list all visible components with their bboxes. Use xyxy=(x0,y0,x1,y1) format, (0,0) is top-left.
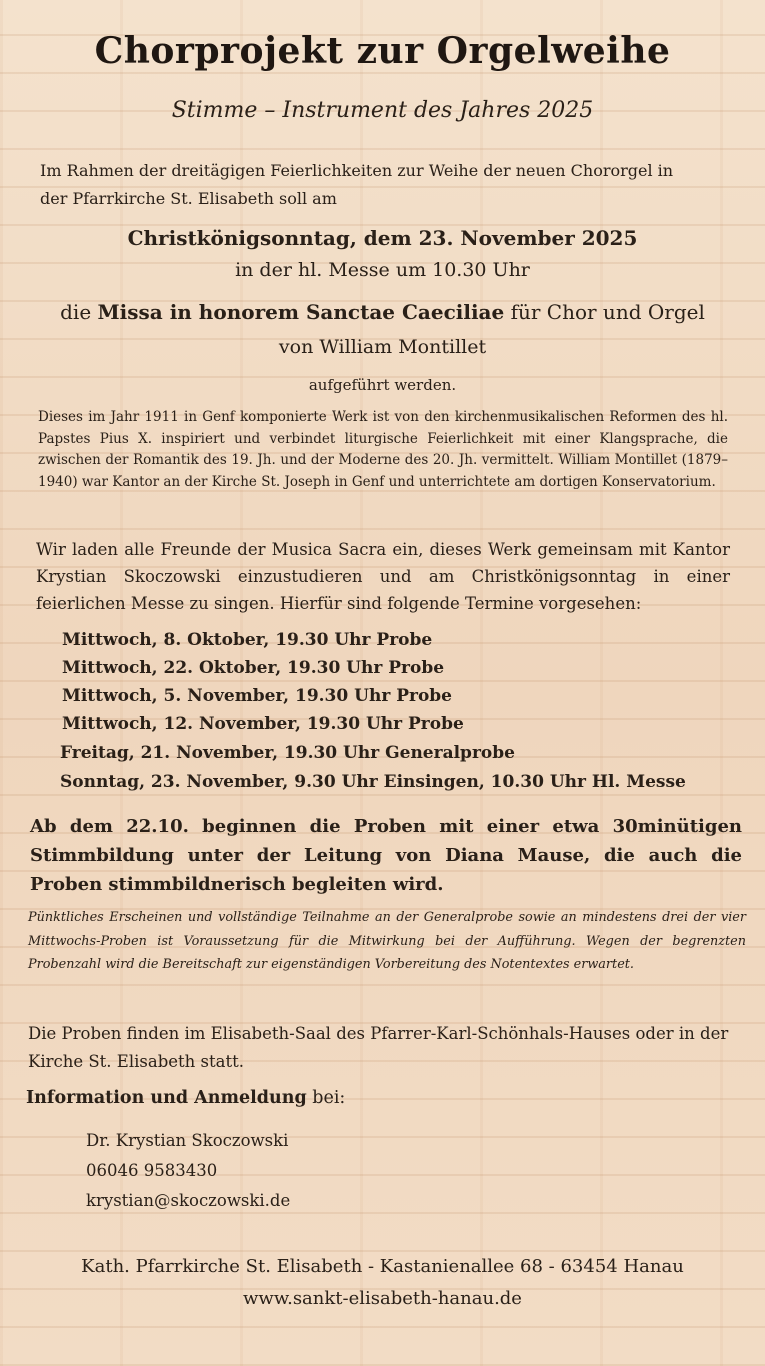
page-title: Chorprojekt zur Orgelweihe xyxy=(94,30,671,72)
footer-website: www.sankt-elisabeth-hanau.de xyxy=(243,1288,522,1309)
work-title: Missa in honorem Sanctae Caeciliae xyxy=(97,300,505,324)
voice-training-notice: Ab dem 22.10. beginnen die Proben mit einer etwa 30minütigen Stimmbildung unter der Leitung von Diana Mause, die auch die Proben stimmbildnerisch begleiten wird. xyxy=(30,816,742,895)
participation-requirements: Pünktliches Erscheinen und vollständige Teilnahme an der Generalprobe sowie an mindestens drei der vier Mittwochs-Proben ist Voraussetzung für die Mitwirkung bei der Aufführung. Wegen der begrenzten Probenzahl wird die Bereitschaft zur eigenständigen Vorbereitung des Notentextes erwartet. xyxy=(28,910,746,972)
work-description: Dieses im Jahr 1911 in Genf komponierte Werk ist von den kirchenmusikalischen Reformen des hl. Papstes Pius X. inspiriert und verbindet liturgische Feierlichkeit mit einer Klangsprache, die zwischen der Romantik des 19. Jh. und der Moderne des 20. Jh. vermittelt. William Montillet (1879–1940) war Kantor an der Kirche St. Joseph in Genf und unterrichtete am dortigen Konservatorium. xyxy=(38,409,728,490)
schedule-item-1: Mittwoch, 8. Oktober, 19.30 Uhr Probe xyxy=(62,630,433,650)
info-heading-bold: Information und Anmeldung xyxy=(26,1088,307,1108)
schedule-item-5: Freitag, 21. November, 19.30 Uhr Generalprobe xyxy=(60,743,515,763)
schedule-item-6: Sonntag, 23. November, 9.30 Uhr Einsingen, 10.30 Uhr Hl. Messe xyxy=(60,772,686,792)
subtitle: Stimme – Instrument des Jahres 2025 xyxy=(171,98,594,123)
rehearsal-location: Die Proben finden im Elisabeth-Saal des Pfarrer-Karl-Schönhals-Hauses oder in der Kirche St. Elisabeth statt. xyxy=(28,1024,729,1071)
intro-line-1: Im Rahmen der dreitägigen Feierlichkeiten zur Weihe der neuen Chororgel in xyxy=(40,161,674,180)
work-suffix: für Chor und Orgel xyxy=(504,300,705,324)
schedule-item-2: Mittwoch, 22. Oktober, 19.30 Uhr Probe xyxy=(62,658,445,678)
performed-line: aufgeführt werden. xyxy=(308,376,457,394)
composer-line: von William Montillet xyxy=(278,336,487,358)
event-date: Christkönigsonntag, dem 23. November 2025 xyxy=(127,226,638,250)
intro-line-2: der Pfarrkirche St. Elisabeth soll am xyxy=(40,189,337,208)
info-heading xyxy=(26,1088,345,1108)
event-time: in der hl. Messe um 10.30 Uhr xyxy=(235,259,530,281)
invitation-text: Wir laden alle Freunde der Musica Sacra ein, dieses Werk gemeinsam mit Kantor Krystian Skoczowski einzustudieren und am Christkönigsonntag in einer feierlichen Messe zu singen. Hierfür sind folgende Termine vorgesehen: xyxy=(36,540,730,613)
contact-name: Dr. Krystian Skoczowski xyxy=(86,1131,289,1150)
work-line xyxy=(0,300,765,324)
info-heading-rest: bei: xyxy=(306,1088,346,1108)
schedule-item-3: Mittwoch, 5. November, 19.30 Uhr Probe xyxy=(62,686,452,706)
footer-address: Kath. Pfarrkirche St. Elisabeth - Kastanienallee 68 - 63454 Hanau xyxy=(81,1256,684,1277)
work-prefix: die xyxy=(60,300,98,324)
contact-phone: 06046 9583430 xyxy=(86,1161,218,1180)
schedule-item-4: Mittwoch, 12. November, 19.30 Uhr Probe xyxy=(62,714,464,734)
contact-email: krystian@skoczowski.de xyxy=(86,1191,291,1210)
